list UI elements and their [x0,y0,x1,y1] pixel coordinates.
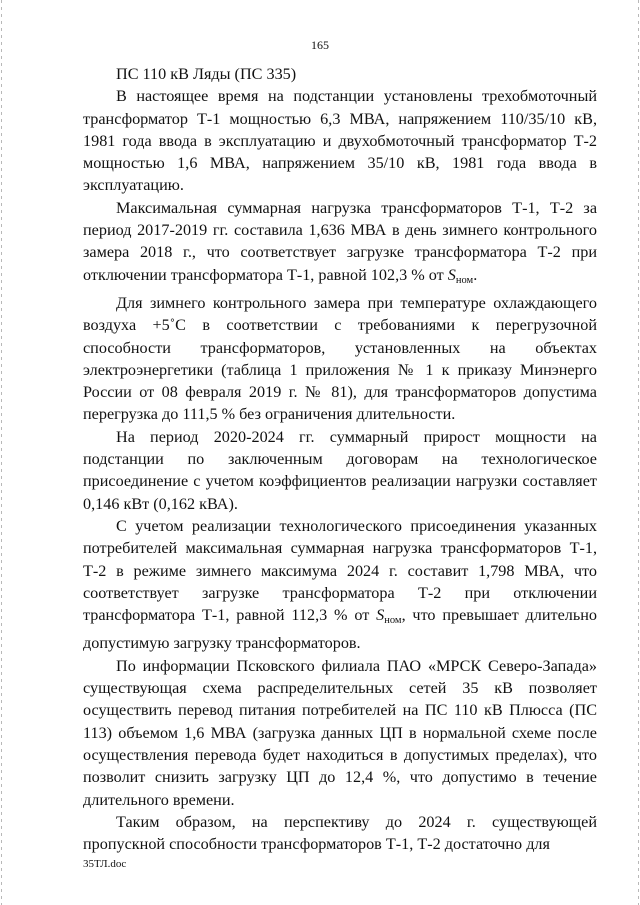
paragraph-5-text: С учетом реализации технологического присоединения указанных потребителей максимальная суммарная нагрузка трансформаторов Т-1, Т-2 в режиме зимнего максимума 2024 г. составит 1,798 МВА, что соответствует загрузке трансформатора Т-2 при отключении трансформатора Т-1, равной 112,3 % от [83,516,597,625]
paragraph-4 [83,426,597,515]
rated-power-symbol: S [447,265,456,284]
scan-edge-left [1,0,2,905]
paragraph-6 [83,655,597,811]
rated-power-symbol: S [376,606,385,625]
paragraph-1-text: В настоящее время на подстанции установлены трехобмоточный трансформатор Т-1 мощностью 6,3 МВА, напряжением 110/35/10 кВ, 1981 года ввода в эксплуатацию и двухобмоточный трансформатор Т-2 мощностью 1,6 МВА, напряжением 35/10 кВ, 1981 года ввода в эксплуатацию. [83,87,597,195]
scan-edge-right [638,0,639,905]
paragraph-4-text: На период 2020-2024 гг. суммарный прирост мощности на подстанции по заключенным договорам на технологическое присоединение с учетом коэффициентов реализации нагрузки составляет 0,146 кВт (0,162 кВА). [83,427,597,513]
paragraph-2 [83,197,597,292]
paragraph-1 [83,85,597,196]
paragraph-3-text: Для зимнего контрольного замера при температуре охлаждающего воздуха +5˚С в соответствии с требованиями к перегрузочной способности трансформаторов, установленных на объектах электроэнергетики (таблица 1 приложения № 1 к приказу Минэнерго России от 08 февраля 2019 г. № 81), для трансформаторов допустима перегрузка до 111,5 % без ограничения длительности. [83,293,597,424]
rated-power-subscript: ном [455,274,474,286]
paragraph-5 [83,515,597,655]
paragraph-3 [83,292,597,426]
paragraph-2-tail: . [473,265,478,284]
paragraph-7-text: Таким образом, на перспективу до 2024 г. существующей пропускной способности трансформаторов Т-1, Т-2 достаточно для [83,812,597,854]
page-number: 165 [311,38,329,52]
section-heading: ПС 110 кВ Ляды (ПС 335) [116,65,297,83]
paragraph-7 [83,811,597,856]
paragraph-6-text: По информации Псковского филиала ПАО «МРСК Северо-Запада» существующая схема распределительных сетей 35 кВ позволяет осуществить перевод питания потребителей на ПС 110 кВ Плюсса (ПС 113) объемом 1,6 МВА (загрузка данных ЦП в нормальной схеме после осуществления перевода будет находиться в допустимых пределах), что позволит снизить загрузку ЦП до 12,4 %, что допустимо в течение длительного времени. [83,656,597,809]
rated-power-subscript: ном [384,615,402,627]
footer-filename: 35ТЛ.doc [83,858,127,870]
paragraph-5-tail: , что превышает длительно допустимую загрузку трансформаторов. [83,606,598,653]
paragraph-2-text: Максимальная суммарная нагрузка трансформаторов Т-1, Т-2 за период 2017-2019 гг. составила 1,636 МВА в день зимнего контрольного замера 2018 г., что соответствует загрузке трансформатора Т-2 при отключении трансформатора Т-1, равной 102,3 % от [83,198,597,284]
document-body [83,63,597,855]
